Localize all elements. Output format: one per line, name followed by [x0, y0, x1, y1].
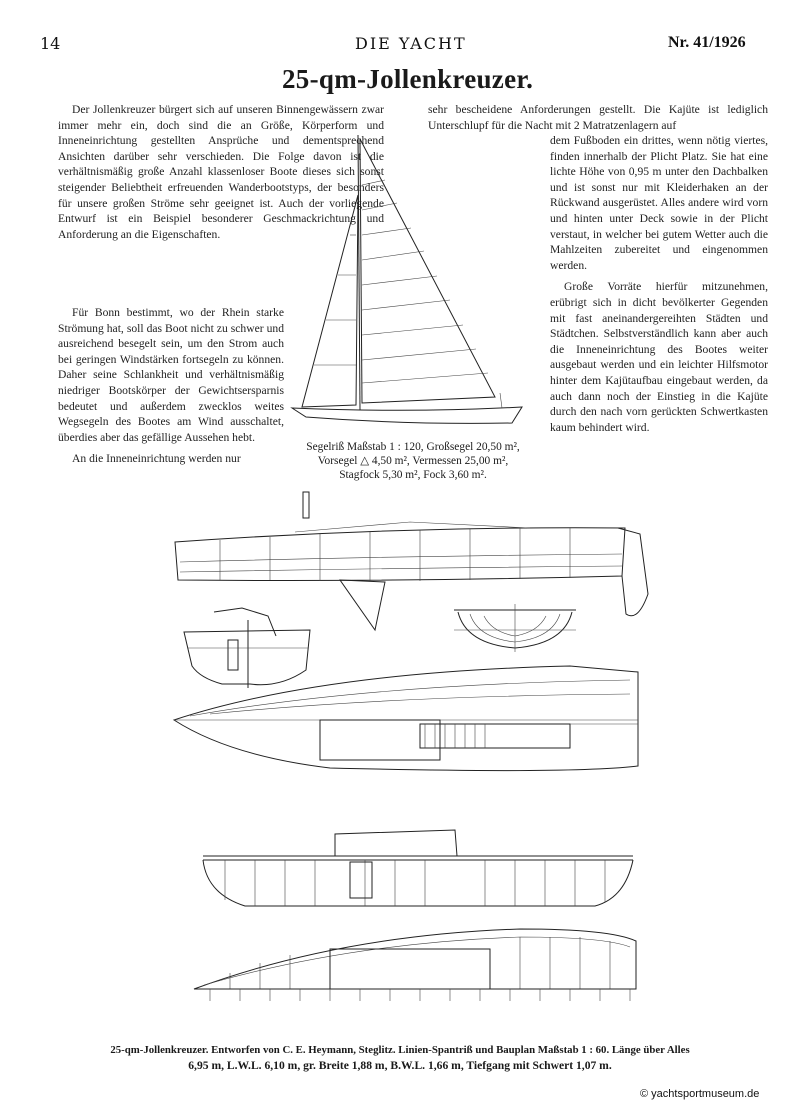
deck-plan-drawing: [170, 660, 650, 778]
sail-caption-line-2: Vorsegel △ 4,50 m², Vermessen 25,00 m²,: [317, 455, 509, 467]
page-number: 14: [40, 34, 61, 53]
paragraph-4: dem Fußboden ein drittes, wenn nötig viertes, finden innerhalb der Plicht Platz. Sie hat eine lichte Höhe von 0,95 m unter den Dachbalken und ist sonst nur mit Kleiderhaken an der Rückwand ausgerüstet. Alles andere wird vorn und hinten unter Deck sowie in der Plicht verstaut, in welcher bei gutem Wetter auch die Mahlzeiten zubereitet und eingenommen werden.: [550, 134, 768, 272]
paragraph-3: An die Inneneinrichtung werden nur: [72, 452, 241, 466]
figure-caption-line-1: 25-qm-Jollenkreuzer. Entworfen von C. E. Heymann, Steglitz. Linien-Spantriß und Bauplan Maßstab 1 : 60. Länge über Alles: [110, 1044, 690, 1056]
foresail: [302, 195, 358, 407]
copyright-credit: © yachtsportmuseum.de: [640, 1088, 760, 1100]
sail-caption-line-3: Stagfock 5,30 m², Fock 3,60 m².: [339, 469, 487, 481]
hull-outline: [175, 528, 625, 581]
sail-caption-line-1: Segelriß Maßstab 1 : 120, Großsegel 20,50 m²,: [306, 441, 520, 453]
paragraph-4-start: sehr bescheidene Anforderungen gestellt. Die Kajüte ist lediglich Unterschlupf für die Nacht mit 2 Matratzenlagern auf: [428, 103, 768, 132]
figure-caption: [40, 1043, 760, 1073]
paragraph-5: Große Vorräte hierfür mitzunehmen, erübrigt sich in dicht bevölkerter Gegenden mit fast aneinandergereihten Städten und Städtchen. Selbstverständlich kann aber auch die Inneneinrichtung des Bootes weiter ausgebaut werden und ein leichter Hilfsmotor hinter dem Kajütaufbau eingebaut werden, da auch dann noch der Einstieg in die Kajüte durch den nach vorn gerückten Schwertkasten kaum behindert wird.: [550, 280, 768, 434]
deck-outline: [174, 666, 638, 771]
issue-number: Nr. 41/1926: [668, 34, 746, 51]
mast-line: [358, 135, 360, 410]
cabin-interior: [330, 949, 490, 989]
longitudinal-section-drawing: [190, 915, 650, 1007]
mainsail: [360, 139, 495, 403]
paragraph-1: Der Jollenkreuzer bürgert sich auf unseren Binnengewässern zwar immer mehr ein, doch sind die an Größe, Körperform und Inneneinrichtung gestellten Ansprüche und dementsprechend Ansichten darüber sehr verschieden. Die Folge davon ist die verhältnismäßig große Anzahl klassenloser Boote dieses sich sonst steigender Beliebtheit erfreuenden Wanderbootstyps, der besonders für unsere großen Ströme sehr geeignet ist. Auch der vorliegende Entwurf ist ein Beispiel besonderer Geschmackrichtung und Anforderung an die Eigenschaften.: [58, 103, 384, 241]
paragraph-2: Für Bonn bestimmt, wo der Rhein starke Strömung hat, soll das Boot nicht zu schwer und ausreichend besegelt sein, um den Strom auch bei geringen Windstärken fortsegeln zu können. Daher seine Schlankheit und verhältnismäßig niedriger Bootskörper der Gewichtsersparnis bedeutet und außerdem zwecklos weites Wegsegeln des Bootes am Wind ausschaltet, überdies aber das gefällige Aussehen hebt.: [58, 306, 284, 444]
journal-name: DIE YACHT: [355, 34, 467, 53]
figure-caption-line-2: 6,95 m, L.W.L. 6,10 m, gr. Breite 1,88 m, B.W.L. 1,66 m, Tiefgang mit Schwert 1,07 m.: [188, 1059, 612, 1072]
mast-stub: [303, 492, 309, 518]
body-plan-drawing: [450, 600, 580, 660]
article-column-1b: [58, 305, 284, 467]
sail-plan-drawing: [290, 125, 540, 440]
centreboard: [340, 580, 385, 630]
cabin-top: [320, 720, 440, 760]
construction-plan-drawing: [195, 820, 640, 915]
article-column-3: [550, 133, 768, 435]
cabin-profile: [335, 830, 457, 856]
article-title: 25-qm-Jollenkreuzer.: [282, 64, 534, 94]
sail-plan-caption: [288, 440, 538, 482]
construction-hull: [203, 860, 633, 906]
sail-plan-hull: [292, 407, 522, 423]
